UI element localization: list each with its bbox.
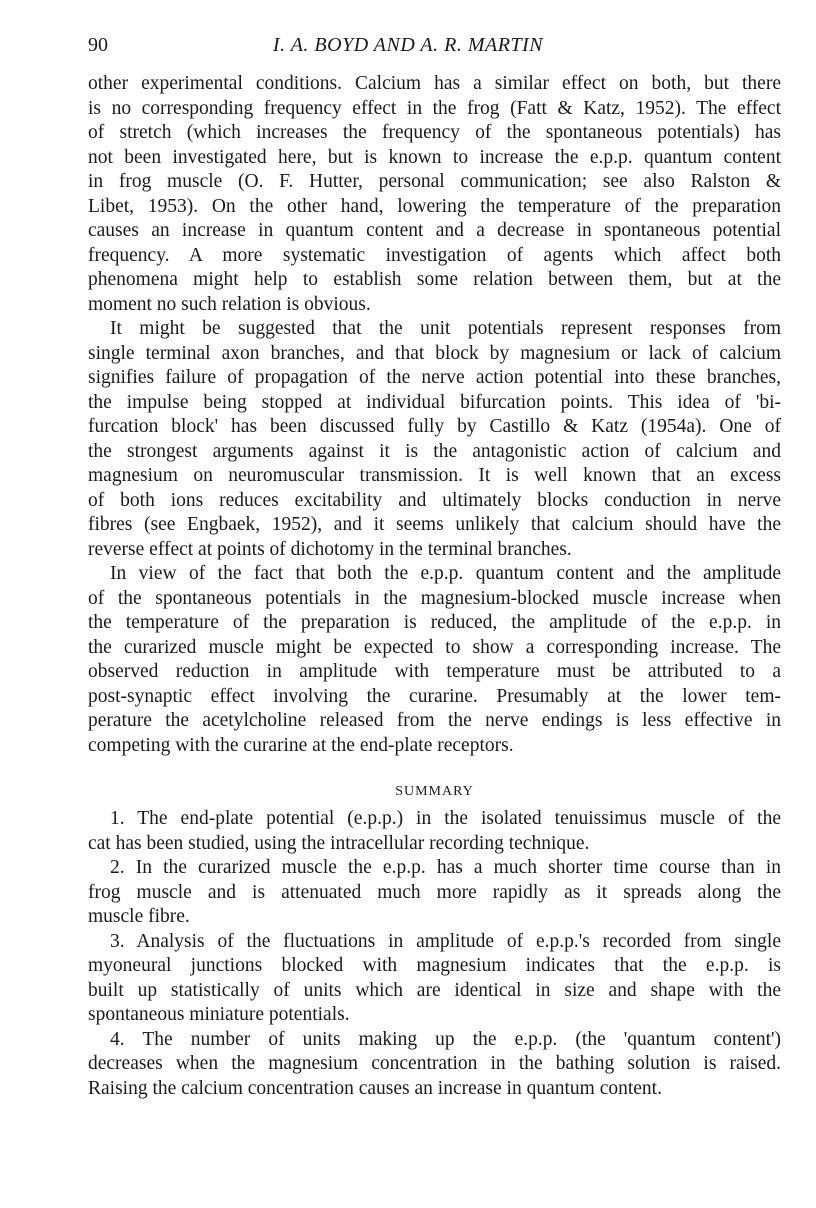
text-line: causes an increase in quantum content and a decrease in spontaneous potential: [88, 220, 781, 241]
section-heading: SUMMARY: [395, 784, 474, 799]
text-line: in frog muscle (O. F. Hutter, personal communication; see also Ralston &: [88, 171, 781, 192]
text-line: It might be suggested that the unit potentials represent responses from: [110, 318, 781, 339]
text-line: of stretch (which increases the frequency of the spontaneous potentials) has: [88, 122, 781, 143]
paragraph: [88, 930, 781, 1028]
text-line: of the spontaneous potentials in the magnesium-blocked muscle increase when: [88, 587, 781, 609]
text-line: the curarized muscle might be expected to show a corresponding increase. The: [88, 636, 781, 658]
spacer: [88, 758, 781, 777]
text-line: muscle fibre.: [88, 906, 190, 927]
text-line: 3. Analysis of the fluctuations in amplitude of e.p.p.'s recorded from single: [110, 930, 781, 952]
paragraph: [88, 856, 781, 930]
text-line: magnesium on neuromuscular transmission. It is well known that an excess: [88, 465, 781, 486]
text-line: the temperature of the preparation is reduced, the amplitude of the e.p.p. in: [88, 612, 781, 633]
text-line: fibres (see Engbaek, 1952), and it seems unlikely that calcium should have the: [88, 514, 781, 535]
text-line: 2. In the curarized muscle the e.p.p. has a much shorter time course than in: [110, 857, 781, 878]
text-line: the strongest arguments against it is the antagonistic action of calcium and: [88, 440, 781, 462]
text-line: signifies failure of propagation of the nerve action potential into these branches,: [88, 367, 781, 388]
text-line: post-synaptic effect involving the curarine. Presumably at the lower tem-: [88, 685, 781, 707]
text-line: not been investigated here, but is known to increase the e.p.p. quantum content: [88, 146, 781, 168]
text-line: Raising the calcium concentration causes an increase in quantum content.: [88, 1077, 662, 1099]
text-line: is no corresponding frequency effect in the frog (Fatt & Katz, 1952). The effect: [88, 97, 781, 119]
text-line: the impulse being stopped at individual bifurcation points. This idea of 'bi-: [88, 391, 781, 413]
text-line: observed reduction in amplitude with temperature must be attributed to a: [88, 661, 781, 682]
text-line: 1. The end-plate potential (e.p.p.) in the isolated tenuissimus muscle of the: [110, 808, 781, 829]
text-line: other experimental conditions. Calcium has a similar effect on both, but there: [88, 73, 781, 94]
text-line: spontaneous miniature potentials.: [88, 1004, 350, 1025]
text-line: frog muscle and is attenuated much more rapidly as it spreads along the: [88, 881, 781, 903]
paragraph: [88, 1028, 781, 1102]
paragraph: [88, 72, 781, 317]
text-line: moment no such relation is obvious.: [88, 293, 371, 315]
text-line: phenomena might help to establish some relation between them, but at the: [88, 269, 781, 290]
text-line: cat has been studied, using the intracellular recording technique.: [88, 832, 590, 854]
text-line: furcation block' has been discussed fully by Castillo & Katz (1954a). One of: [88, 416, 781, 437]
text-line: In view of the fact that both the e.p.p. quantum content and the amplitude: [110, 563, 781, 584]
text-line: 4. The number of units making up the e.p.p. (the 'quantum content'): [110, 1028, 781, 1050]
text-line: myoneural junctions blocked with magnesium indicates that the e.p.p. is: [88, 955, 781, 976]
text-line: of both ions reduces excitability and ultimately blocks conduction in nerve: [88, 489, 781, 511]
paragraph: [88, 317, 781, 562]
paragraph: [88, 807, 781, 856]
text-line: frequency. A more systematic investigation of agents which affect both: [88, 244, 781, 266]
text-line: decreases when the magnesium concentration in the bathing solution is raised.: [88, 1053, 781, 1074]
paragraph: [88, 562, 781, 758]
text-line: reverse effect at points of dichotomy in the terminal branches.: [88, 538, 572, 560]
text-line: competing with the curarine at the end-plate receptors.: [88, 734, 514, 756]
text-line: built up statistically of units which are identical in size and shape with the: [88, 979, 781, 1001]
text-line: perature the acetylcholine released from the nerve endings is less effective in: [88, 710, 781, 731]
page-number: 90: [88, 34, 108, 56]
body-text: [88, 72, 781, 1101]
text-line: single terminal axon branches, and that block by magnesium or lack of calcium: [88, 342, 781, 364]
running-head: I. A. BOYD AND A. R. MARTIN: [272, 34, 544, 56]
text-line: Libet, 1953). On the other hand, lowering the temperature of the preparation: [88, 195, 781, 217]
